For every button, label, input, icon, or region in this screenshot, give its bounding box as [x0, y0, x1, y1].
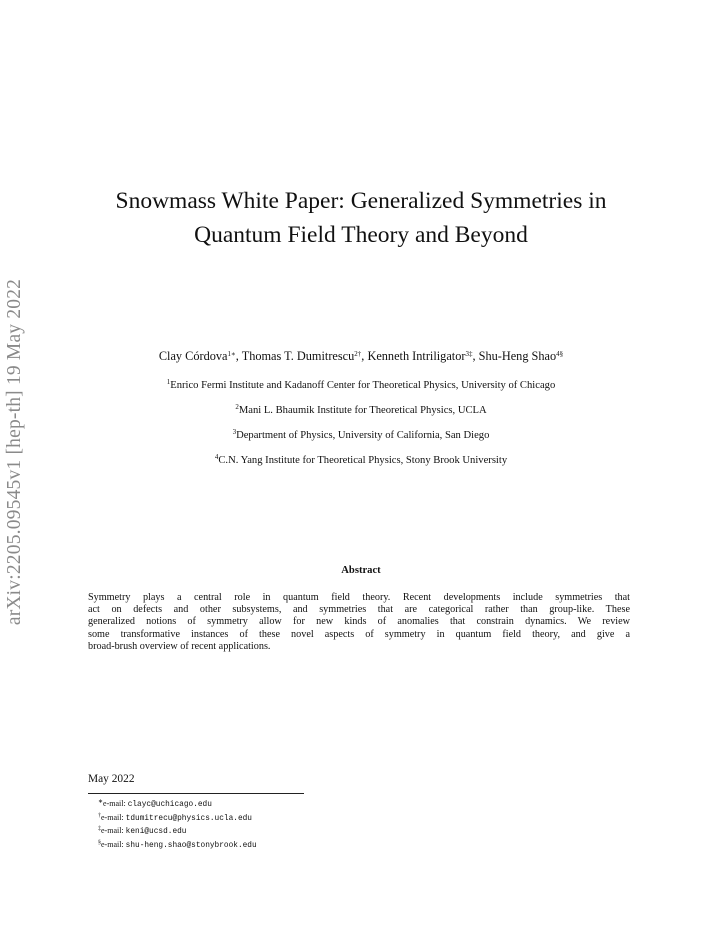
affiliation-number: 2: [235, 403, 239, 411]
footnote: [98, 811, 257, 825]
footnote: [98, 824, 257, 838]
footnote: [98, 797, 257, 811]
author-marks: 3‡: [465, 350, 473, 358]
abstract-line: act on defects and other subsystems, and symmetries that are categorical rather than group-like. These: [88, 604, 630, 616]
footnote: [98, 838, 257, 852]
author-list: Clay Córdova$^{1∗}$, Thomas T. Dumitrescu$^{2\dagger}$, Kenneth Intriligator$^{3\ddagger}$, Shu-Heng Shao$^{4\S}$: [158, 349, 564, 363]
footnote-mark: ∗: [98, 799, 104, 805]
email-address: clayc@uchicago.edu: [127, 801, 212, 809]
footnote-mark: §: [98, 839, 101, 846]
footnote-divider: [88, 793, 304, 794]
author-name: Thomas T. Dumitrescu: [241, 349, 355, 363]
affiliation-number: 1: [166, 378, 171, 386]
affiliation-4: [88, 455, 634, 466]
author-name: Kenneth Intriligator: [367, 349, 466, 363]
author-marks: 2†: [354, 350, 362, 358]
author-name: Shu-Heng Shao: [478, 349, 557, 363]
footnote-label: e-mail:: [101, 812, 126, 822]
email-address: keni@ucsd.edu: [125, 828, 187, 837]
title-line-1: Snowmass White Paper: Generalized Symmetries in: [115, 188, 607, 214]
affiliation-text: Department of Physics, University of California, San Diego: [236, 430, 490, 441]
abstract-line: broad-brush overview of recent applications.: [88, 640, 271, 652]
footnote-label: e-mail:: [101, 826, 126, 836]
arxiv-identifier-stamp: arXiv:2205.09545v1 [hep-th] 19 May 2022: [4, 278, 25, 626]
title-line-2: Quantum Field Theory and Beyond: [194, 222, 528, 248]
author-marks: 1∗: [227, 350, 236, 358]
affiliation-number: 3: [232, 428, 237, 436]
footnote-mark: ‡: [98, 826, 101, 833]
affiliation-text: C.N. Yang Institute for Theoretical Physics, Stony Brook University: [218, 455, 508, 466]
footnotes: [98, 797, 257, 851]
author-name: Clay Córdova: [158, 349, 228, 363]
affiliation-3: [88, 430, 634, 441]
affiliation-2: [88, 405, 634, 416]
email-address: shu-heng.shao@stonybrook.edu: [125, 841, 257, 850]
affiliation-text: Enrico Fermi Institute and Kadanoff Center for Theoretical Physics, University of Chicago: [170, 380, 556, 391]
abstract-line: Symmetry plays a central role in quantum field theory. Recent developments include symmetries that: [88, 592, 630, 603]
paper-date: May 2022: [88, 773, 135, 785]
affiliation-1: [88, 380, 634, 391]
paper-title: [88, 184, 634, 252]
abstract-line: some transformative instances of these novel aspects of symmetry in quantum field theory, and give a: [88, 628, 630, 640]
email-address: tdumitrecu@physics.ucla.edu: [125, 814, 252, 823]
author-marks: 4§: [556, 350, 564, 358]
footnote-label: e-mail:: [103, 799, 128, 808]
affiliation-number: 4: [214, 453, 219, 461]
abstract-heading: Abstract: [341, 565, 381, 576]
affiliation-text: Mani L. Bhaumik Institute for Theoretical Physics, UCLA: [238, 405, 487, 416]
abstract-body: [88, 592, 630, 653]
footnote-mark: †: [98, 812, 101, 819]
footnote-label: e-mail:: [101, 839, 126, 849]
abstract-line: generalized notions of symmetry allow for new kinds of anomalies that constrain dynamics. We review: [88, 616, 630, 628]
